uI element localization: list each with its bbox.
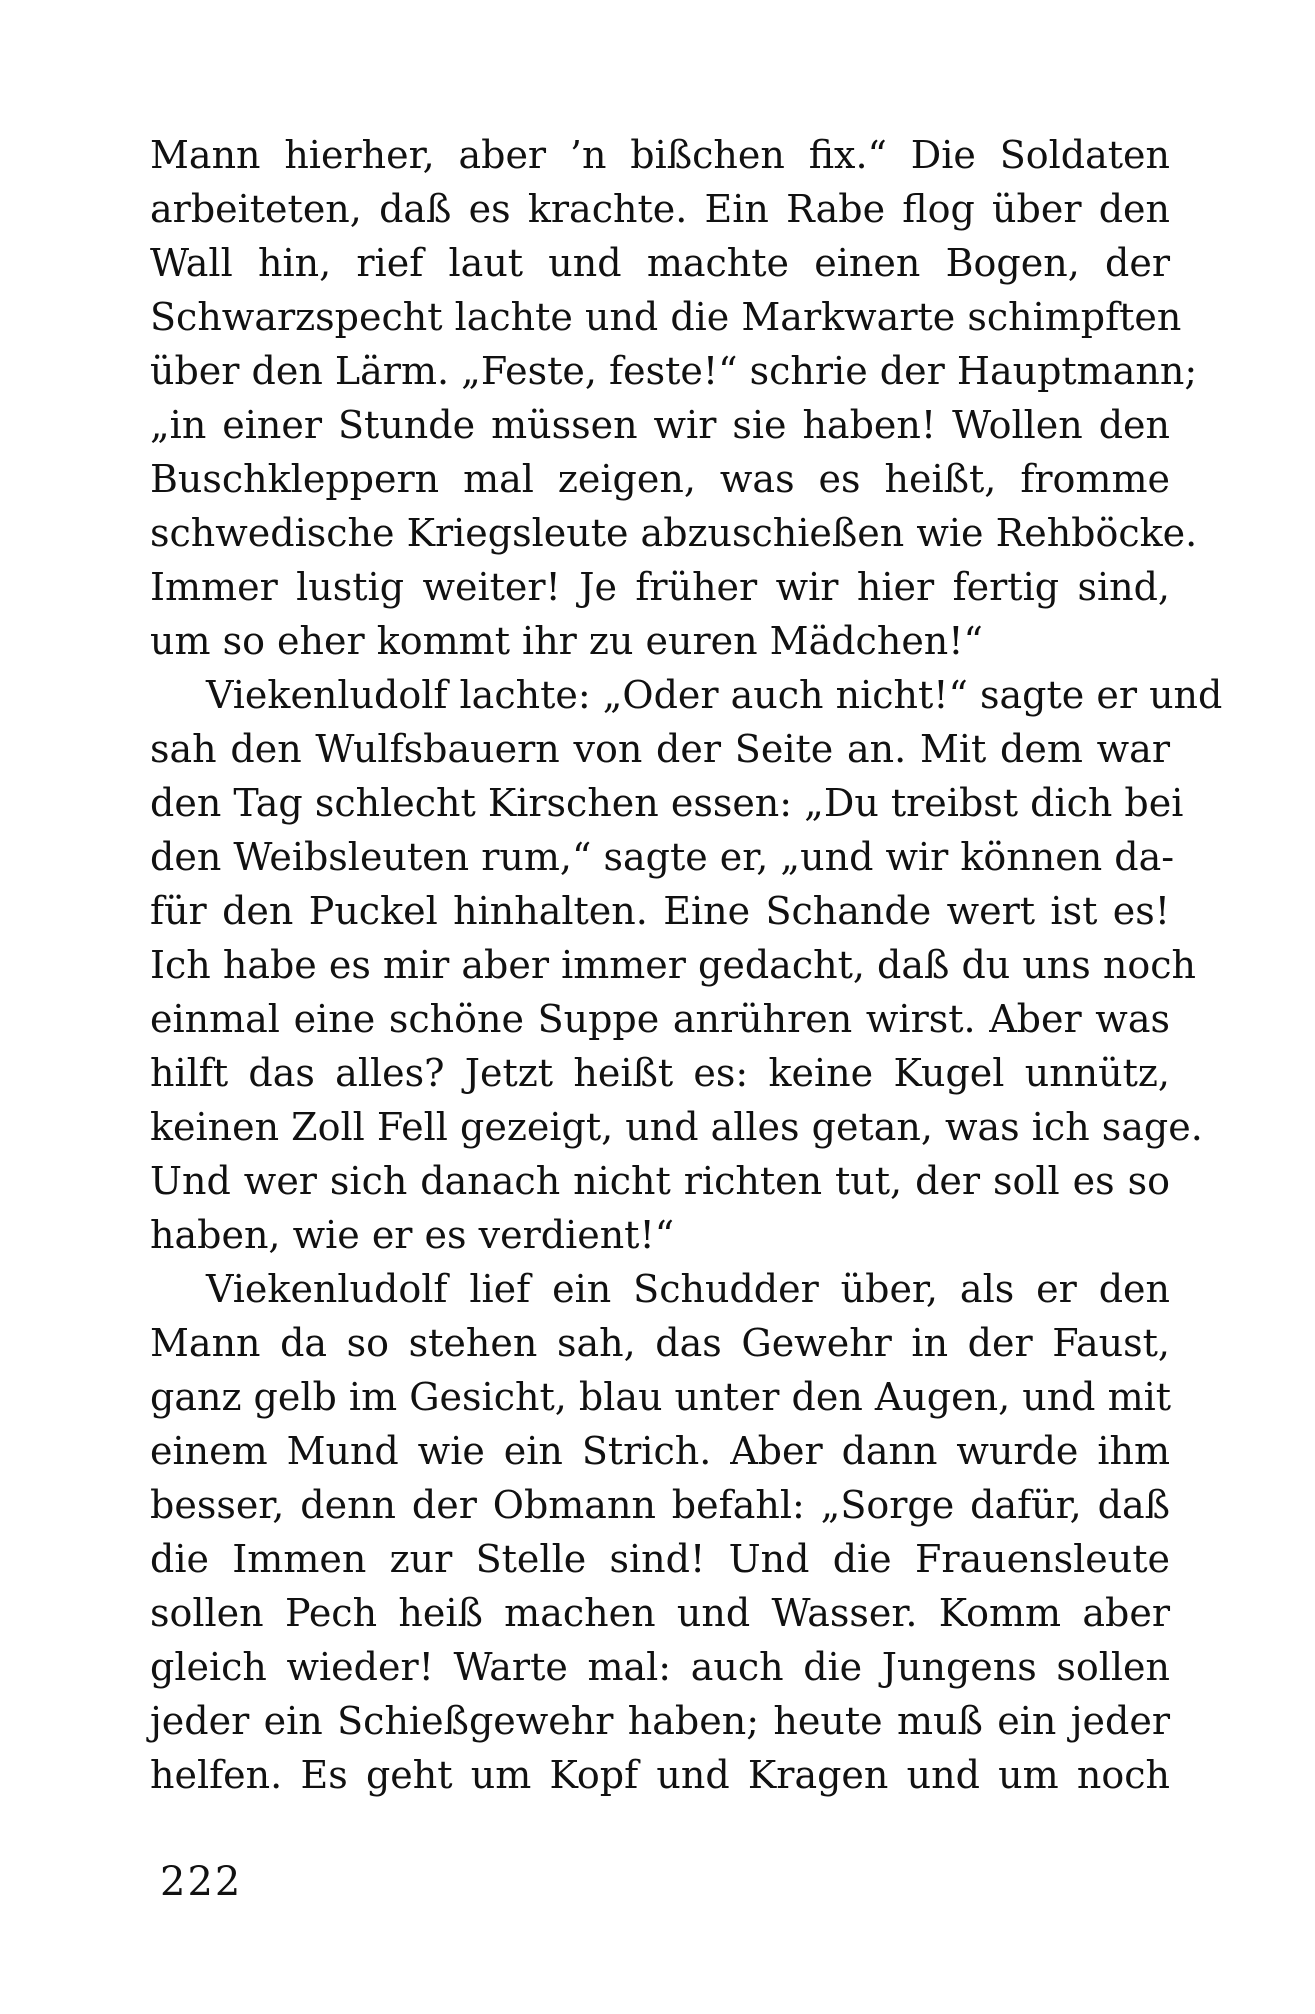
text-line: ganz gelb im Gesicht, blau unter den Augen, und mit	[150, 1375, 1172, 1419]
text-line: hilft das alles? Jetzt heißt es: keine Kugel unnütz,	[150, 1051, 1170, 1095]
text-line: arbeiteten, daß es krachte. Ein Rabe flog über den	[150, 187, 1170, 231]
text-line: Mann hierher, aber ’n bißchen fix.“ Die Soldaten	[150, 133, 1170, 177]
text-line: sollen Pech heiß machen und Wasser. Komm aber	[150, 1591, 1170, 1635]
text-line: Mann da so stehen sah, das Gewehr in der Faust,	[150, 1321, 1170, 1365]
text-line: keinen Zoll Fell gezeigt, und alles getan, was ich sage.	[150, 1105, 1203, 1149]
text-line: gleich wieder! Warte mal: auch die Jungens sollen	[150, 1645, 1170, 1689]
text-line: „in einer Stunde müssen wir sie haben! Wollen den	[150, 403, 1170, 447]
text-line: Viekenludolf lachte: „Oder auch nicht!“ sagte er und	[206, 673, 1223, 717]
text-line: jeder ein Schießgewehr haben; heute muß ein jeder	[150, 1699, 1170, 1743]
text-line: einem Mund wie ein Strich. Aber dann wurde ihm	[150, 1429, 1170, 1473]
text-line: besser, denn der Obmann befahl: „Sorge dafür, daß	[150, 1483, 1170, 1527]
text-line: die Immen zur Stelle sind! Und die Frauensleute	[150, 1537, 1170, 1581]
text-line: für den Puckel hinhalten. Eine Schande wert ist es!	[150, 889, 1170, 933]
text-line: einmal eine schöne Suppe anrühren wirst. Aber was	[150, 997, 1170, 1041]
page-number: 222	[160, 1859, 243, 1905]
text-line: Und wer sich danach nicht richten tut, der soll es so	[150, 1159, 1170, 1203]
text-line: helfen. Es geht um Kopf und Kragen und um noch	[150, 1753, 1170, 1797]
text-line: sah den Wulfsbauern von der Seite an. Mit dem war	[150, 727, 1170, 771]
text-line: den Weibsleuten rum,“ sagte er, „und wir können da-	[150, 835, 1175, 879]
text-line: Viekenludolf lief ein Schudder über, als er den	[206, 1267, 1170, 1311]
text-line: Wall hin, rief laut und machte einen Bogen, der	[150, 241, 1170, 285]
text-line: Ich habe es mir aber immer gedacht, daß du uns noch	[150, 943, 1196, 987]
text-line: den Tag schlecht Kirschen essen: „Du treibst dich bei	[150, 781, 1184, 825]
body-text	[150, 128, 1223, 1802]
text-line: Immer lustig weiter! Je früher wir hier fertig sind,	[150, 565, 1170, 609]
text-line: um so eher kommt ihr zu euren Mädchen!“	[150, 619, 983, 663]
text-line: Buschkleppern mal zeigen, was es heißt, fromme	[150, 457, 1170, 501]
text-line: haben, wie er es verdient!“	[150, 1213, 675, 1257]
text-line: über den Lärm. „Feste, feste!“ schrie der Hauptmann;	[150, 349, 1198, 393]
text-line: Schwarzspecht lachte und die Markwarte schimpften	[150, 295, 1182, 339]
text-line: schwedische Kriegsleute abzuschießen wie Rehböcke.	[150, 511, 1198, 555]
